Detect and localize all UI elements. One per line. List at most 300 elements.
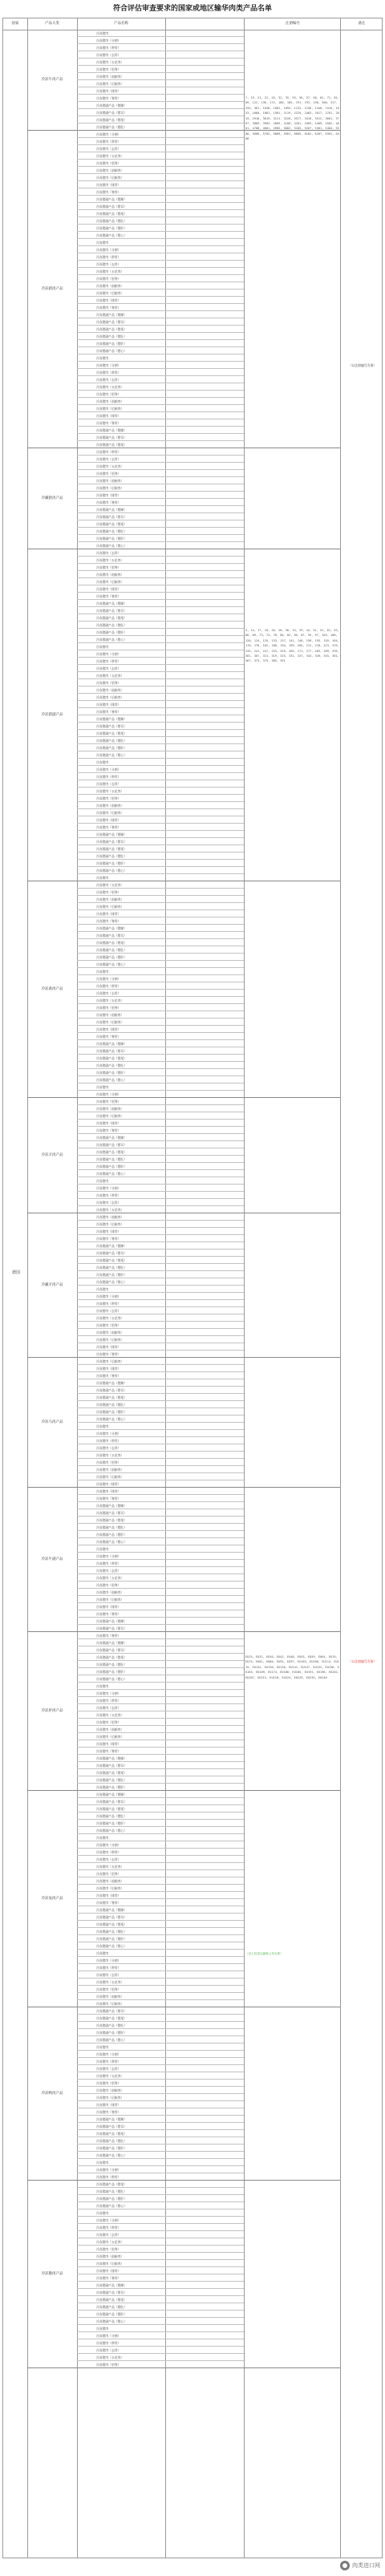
- table-row: [77, 1055, 244, 1062]
- table-row: [77, 679, 244, 687]
- table-row: [77, 1437, 244, 1444]
- product-name-cell: 冷冻猪肉（带骨）: [96, 140, 121, 144]
- product-name-cell: 冷冻猪肉（里脊）: [96, 681, 121, 685]
- table-row: [77, 253, 244, 261]
- table-row: [77, 1112, 244, 1120]
- table-row: [77, 780, 244, 788]
- table-row: [77, 1177, 244, 1185]
- table-row: [77, 261, 244, 268]
- table-row: [77, 946, 244, 954]
- table-row: [77, 1488, 244, 1495]
- product-name-cell: 冷冻猪副产品（猪尾）: [96, 2182, 127, 2186]
- table-row: [77, 845, 244, 853]
- product-name-cell: 冷冻猪肉（带骨）: [96, 659, 121, 663]
- product-name-cell: 冷冻猪副产品（猪肝）: [96, 226, 127, 230]
- product-name-cell: 冷冻猪肉（五花肉）: [96, 998, 124, 1002]
- table-row: [77, 412, 244, 419]
- table-row: [77, 297, 244, 304]
- product-name-cell: 冷冻猪肉（里脊）: [96, 2363, 121, 2367]
- product-name-cell: 冷冻猪肉（后腿肉）: [96, 486, 124, 490]
- table-row: [77, 326, 244, 333]
- product-name-cell: 冷冻猪副产品（猪肝）: [96, 1273, 127, 1277]
- table-row: [77, 571, 244, 578]
- table-row: [77, 737, 244, 744]
- product-name-cell: 冷冻猪肉（分割）: [96, 1554, 121, 1558]
- product-name-cell: 冷冻猪肉（里脊）: [96, 472, 121, 476]
- category-label: 冷冻猪副产品: [41, 713, 63, 717]
- product-name-cell: 冷冻猪副产品（猪肚）: [96, 529, 127, 533]
- product-name-cell: 冷冻猪肉（排骨）: [96, 703, 121, 707]
- category-label: 冷冻驴肉产品: [41, 1709, 63, 1713]
- category-label: 冷冻马肉产品: [41, 1420, 63, 1424]
- product-name-cell: 冷冻猪副产品（猪耳）: [96, 1388, 127, 1392]
- product-name-cell: 冷冻猪副产品（猪肚）: [96, 1814, 127, 1818]
- product-name-cell: 冷冻猪副产品（猪肚）: [96, 219, 127, 223]
- table-row: [77, 1026, 244, 1033]
- product-name-cell: 冷冻猪副产品（猪尾）: [96, 2298, 127, 2302]
- table-row: [77, 73, 244, 80]
- product-name-cell: 冷冻猪肉（后腿肉）: [96, 580, 124, 584]
- table-row: [77, 1199, 244, 1206]
- table-row: [77, 1567, 244, 1574]
- table-row: [77, 1805, 244, 1813]
- table-row: [77, 2007, 244, 2015]
- table-row: [77, 246, 244, 253]
- table-row: [77, 2339, 244, 2347]
- table-row: [77, 1986, 244, 1993]
- table-row: [77, 2311, 244, 2318]
- product-name-cell: 冷冻猪副产品（猪蹄）: [96, 1792, 127, 1796]
- table-row: [77, 376, 244, 383]
- product-name-cell: 冷冻猪肉（后腿肉）: [96, 1222, 124, 1226]
- table-row: [77, 1964, 244, 1971]
- table-row: [77, 1105, 244, 1112]
- table-row: [77, 1769, 244, 1776]
- product-name-cell: 冷冻猪肉（去骨）: [96, 378, 121, 382]
- table-row: [77, 968, 244, 975]
- product-name-cell: 冷冻猪肉: [96, 2161, 109, 2165]
- product-name-cell: 冷冻猪副产品（猪蹄）: [96, 832, 127, 836]
- product-name-cell: 冷冻猪肉（里脊）: [96, 1720, 121, 1724]
- table-row: [77, 333, 244, 340]
- table-row: [77, 1870, 244, 1877]
- header-remark: 备注: [358, 22, 366, 26]
- table-row: [77, 1661, 244, 1668]
- product-name-cell: 冷冻猪肉（排骨）: [96, 493, 121, 497]
- product-name-cell: 冷冻猪肉（里脊）: [96, 2247, 121, 2251]
- table-row: [77, 1885, 244, 1892]
- table-row: [77, 1798, 244, 1805]
- table-row: [77, 2072, 244, 2080]
- product-name-cell: 冷冻猪副产品（猪耳）: [96, 1049, 127, 1053]
- table-row: [77, 1993, 244, 2000]
- table-row: [77, 1603, 244, 1610]
- table-row: [77, 369, 244, 376]
- table-row: [77, 167, 244, 174]
- product-name-cell: 冷冻猪肉（五花肉）: [96, 385, 124, 389]
- product-name-cell: 冷冻猪肉（排骨）: [96, 1605, 121, 1609]
- product-name-cell: 冷冻猪肉（里脊）: [96, 1872, 121, 1876]
- table-row: [77, 1293, 244, 1300]
- table-row: [77, 1423, 244, 1430]
- product-name-cell: 冷冻猪副产品（猪肚）: [96, 2305, 127, 2309]
- product-name-cell: 冷冻猪副产品（猪肚）: [96, 1778, 127, 1782]
- table-row: [77, 354, 244, 362]
- product-name-cell: 冷冻猪副产品（猪耳）: [96, 435, 127, 439]
- product-name-cell: 冷冻猪肉（后腿肉）: [96, 2262, 124, 2266]
- table-row: [77, 1553, 244, 1560]
- product-name-cell: 冷冻猪肉（里脊）: [96, 565, 121, 569]
- watermark-text: 肉类进口网: [352, 2562, 380, 2569]
- product-name-cell: 冷冻猪副产品（猪耳）: [96, 1143, 127, 1147]
- product-name-cell: 冷冻猪副产品（猪肝）: [96, 955, 127, 959]
- table-row: [77, 1834, 244, 1841]
- table-row: [77, 853, 244, 860]
- product-name-cell: 冷冻猪肉（脊骨）: [96, 919, 121, 923]
- category-label: 冷冻羊肉产品: [41, 1153, 63, 1157]
- table-row: [77, 419, 244, 427]
- table-row: [77, 506, 244, 513]
- table-row: [77, 2195, 244, 2202]
- table-row: [77, 1011, 244, 1019]
- product-name-cell: 冷冻猪肉（后腿肉）: [96, 905, 124, 909]
- product-name-cell: 冷冻猪肉（五花肉）: [96, 1576, 124, 1580]
- table-row: [77, 1408, 244, 1416]
- table-row: [77, 1401, 244, 1408]
- product-name-cell: 冷冻猪肉（带骨）: [96, 2341, 121, 2345]
- table-row: [77, 2267, 244, 2274]
- table-row: [77, 196, 244, 203]
- table-row: [77, 593, 244, 600]
- table-row: [77, 1690, 244, 1697]
- table-row: [77, 2116, 244, 2123]
- table-row: [77, 1942, 244, 1950]
- product-name-cell: 冷冻猪肉（前腿肉）: [96, 897, 124, 901]
- section-divider: [27, 2367, 340, 2368]
- product-name-cell: 冷冻猪肉（去骨）: [96, 457, 121, 461]
- header-category: 产品大类: [45, 22, 59, 26]
- table-row: [77, 1300, 244, 1307]
- table-row: [77, 1827, 244, 1834]
- table-row: [77, 2036, 244, 2043]
- table-row: [77, 1444, 244, 1452]
- product-name-cell: 冷冻猪肉（分割）: [96, 1294, 121, 1298]
- product-name-cell: 冷冻猪副产品（猪尾）: [96, 2016, 127, 2020]
- product-name-cell: 冷冻猪副产品（猪耳）: [96, 1626, 127, 1630]
- product-name-cell: 冷冻猪副产品（猪尾）: [96, 1395, 127, 1399]
- table-row: [77, 1452, 244, 1459]
- table-row: [77, 1083, 244, 1091]
- product-name-cell: 冷冻猪肉（分割）: [96, 132, 121, 136]
- table-row: [77, 1242, 244, 1250]
- product-name-cell: 冷冻猪肉（前腿肉）: [96, 284, 124, 288]
- table-row: [77, 1170, 244, 1177]
- product-name-cell: 冷冻猪肉（里脊）: [96, 277, 121, 281]
- table-row: [77, 600, 244, 607]
- table-row: [77, 2058, 244, 2065]
- product-name-cell: 冷冻猪肉（前腿肉）: [96, 2088, 124, 2092]
- table-row: [77, 838, 244, 845]
- product-name-cell: 冷冻猪副产品（猪心）: [96, 2319, 127, 2323]
- product-name-cell: 冷冻猪副产品（猪耳）: [96, 2290, 127, 2295]
- table-row: [77, 225, 244, 232]
- table-row: [77, 997, 244, 1004]
- product-name-cell: 冷冻猪副产品（猪肚）: [96, 2189, 127, 2193]
- table-row: [77, 528, 244, 535]
- table-row: [77, 2325, 244, 2332]
- product-name-cell: 冷冻猪肉（里脊）: [96, 890, 121, 894]
- product-name-cell: 冷冻猪副产品（猪心）: [96, 2038, 127, 2042]
- table-row: [77, 903, 244, 910]
- product-name-cell: 冷冻猪肉（前腿肉）: [96, 479, 124, 483]
- product-name-cell: 冷冻猪肉（五花肉）: [96, 60, 124, 64]
- table-row: [77, 95, 244, 102]
- table-row: [77, 1307, 244, 1314]
- table-row: [77, 66, 244, 73]
- table-row: [77, 1127, 244, 1134]
- product-name-cell: 冷冻猪肉（去骨）: [96, 2233, 121, 2237]
- page-title: 符合评估审查要求的国家或地区输华肉类产品名单: [112, 5, 272, 13]
- table-row: [77, 723, 244, 730]
- product-name-cell: 冷冻猪肉（排骨）: [96, 2269, 121, 2273]
- category-label: 冷冻牛肉产品: [41, 78, 63, 82]
- product-name-cell: 冷冻猪肉（排骨）: [96, 587, 121, 591]
- table-row: [77, 391, 244, 398]
- product-name-cell: 冷冻猪肉（里脊）: [96, 1100, 121, 1104]
- table-row: [77, 1813, 244, 1820]
- table-row: [77, 1791, 244, 1798]
- category-label: 冷冻猪肉产品: [41, 287, 63, 291]
- category-label: 冷冻鸭肉产品: [41, 2092, 63, 2096]
- table-row: [77, 672, 244, 679]
- table-row: [77, 2108, 244, 2116]
- table-row: [77, 1387, 244, 1394]
- product-name-cell: 冷冻猪肉（脊骨）: [96, 1352, 121, 1356]
- table-row: [77, 2303, 244, 2311]
- table-row: [77, 795, 244, 802]
- table-row: [77, 362, 244, 369]
- product-name-cell: 冷冻猪副产品（猪耳）: [96, 1511, 127, 1515]
- product-name-cell: 冷冻猪肉（前腿肉）: [96, 2254, 124, 2258]
- table-row: [77, 2022, 244, 2029]
- product-name-cell: 冷冻猪肉: [96, 1085, 109, 1089]
- table-row: [77, 470, 244, 477]
- table-row: [77, 975, 244, 982]
- table-row: [77, 1343, 244, 1351]
- product-name-cell: 冷冻猪肉（去骨）: [96, 666, 121, 670]
- table-row: [77, 1675, 244, 1683]
- product-name-cell: 冷冻猪副产品（猪蹄）: [96, 1908, 127, 1912]
- table-row: [77, 1069, 244, 1076]
- table-row: [77, 607, 244, 614]
- product-name-cell: 冷冻猪副产品（猪尾）: [96, 847, 127, 851]
- table-row: [77, 802, 244, 809]
- product-name-cell: 冷冻猪肉（排骨）: [96, 1121, 121, 1125]
- product-name-cell: 冷冻猪副产品（猪心）: [96, 1078, 127, 1082]
- product-name-cell: 冷冻猪肉（分割）: [96, 38, 121, 43]
- table-row: [77, 2354, 244, 2361]
- country-label: 德国: [11, 1270, 20, 1275]
- product-name-cell: 冷冻猪肉（排骨）: [96, 1027, 121, 1031]
- table-row: [77, 282, 244, 290]
- product-name-cell: 冷冻猪副产品（猪耳）: [96, 1764, 127, 1768]
- table-row: [77, 1264, 244, 1271]
- table-row: [77, 2253, 244, 2260]
- table-row: [77, 1950, 244, 1957]
- table-row: [77, 59, 244, 66]
- product-name-cell: 冷冻猪副产品（猪尾）: [96, 616, 127, 620]
- product-name-cell: 冷冻猪肉（脊骨）: [96, 710, 121, 714]
- table-row: [77, 1748, 244, 1755]
- table-row: [77, 1257, 244, 1264]
- table-row: [77, 1914, 244, 1921]
- table-row: [77, 217, 244, 225]
- table-row: [77, 1538, 244, 1545]
- product-name-cell: 冷冻猪肉（带骨）: [96, 1850, 121, 1854]
- product-name-cell: 冷冻猪肉: [96, 760, 109, 764]
- table-row: [77, 1372, 244, 1379]
- product-name-cell: 冷冻猪肉（后腿肉）: [96, 1359, 124, 1363]
- table-row: [77, 1047, 244, 1055]
- table-row: [77, 910, 244, 917]
- table-row: [77, 1632, 244, 1639]
- product-name-cell: 冷冻猪肉（五花肉）: [96, 154, 124, 158]
- table-row: [77, 2130, 244, 2137]
- product-name-cell: 冷冻猪肉（排骨）: [96, 912, 121, 916]
- table-row: [77, 831, 244, 838]
- table-row: [77, 2152, 244, 2159]
- product-name-cell: 冷冻猪肉（后腿肉）: [96, 695, 124, 699]
- product-name-cell: 冷冻猪肉: [96, 356, 109, 360]
- table-row: [77, 1459, 244, 1466]
- product-name-cell: 冷冻猪肉（前腿肉）: [96, 75, 124, 79]
- product-name-cell: 冷冻猪副产品（猪肝）: [96, 1670, 127, 1674]
- product-name-cell: 冷冻猪肉（带骨）: [96, 46, 121, 50]
- table-row: [77, 1163, 244, 1170]
- table-row: [77, 2217, 244, 2224]
- product-name-cell: 冷冻猪肉（脊骨）: [96, 1035, 121, 1039]
- table-row: [77, 1394, 244, 1401]
- product-name-cell: 冷冻猪肉（五花肉）: [96, 789, 124, 793]
- product-name-cell: 冷冻猪肉（五花肉）: [96, 1980, 124, 1984]
- table-row: [77, 578, 244, 585]
- table-row: [77, 1040, 244, 1047]
- product-name-cell: 冷冻猪副产品（猪耳）: [96, 2009, 127, 2013]
- table-row: [77, 1582, 244, 1589]
- product-name-cell: 冷冻猪副产品（猪尾）: [96, 1922, 127, 1926]
- table-header: [3, 18, 382, 30]
- category-label: 冷藏猪肉产品: [41, 496, 63, 500]
- table-row: [77, 585, 244, 593]
- table-row: [77, 102, 244, 109]
- table-row: [77, 2181, 244, 2188]
- table-row: [77, 1033, 244, 1040]
- product-name-cell: 冷冻猪肉（带骨）: [96, 2060, 121, 2064]
- product-name-cell: 冷冻猪副产品（猪心）: [96, 1172, 127, 1176]
- product-name-cell: 冷冻猪副产品（猪耳）: [96, 515, 127, 519]
- table-row: [77, 477, 244, 484]
- product-name-cell: 冷冻猪副产品（猪肚）: [96, 948, 127, 952]
- table-row: [77, 1979, 244, 1986]
- table-row: [77, 492, 244, 499]
- product-name-cell: 冷冻猪肉: [96, 1951, 109, 1955]
- product-name-cell: 冷冻猪肉（前腿肉）: [96, 573, 124, 577]
- table-row: [77, 44, 244, 51]
- table-row: [77, 1213, 244, 1221]
- product-name-cell: 冷冻猪肉（分割）: [96, 1092, 121, 1096]
- table-row: [77, 116, 244, 124]
- table-row: [77, 1618, 244, 1625]
- remark-note: （以注册编号为准）: [348, 1659, 377, 1663]
- product-name-cell: 冷冻猪肉（前腿肉）: [96, 688, 124, 692]
- table-row: [77, 1148, 244, 1156]
- product-name-cell: 冷冻猪副产品（猪肚）: [96, 1063, 127, 1067]
- table-row: [77, 1849, 244, 1856]
- product-name-cell: 冷冻猪肉（去骨）: [96, 782, 121, 786]
- product-name-cell: 冷冻猪副产品（猪心）: [96, 869, 127, 873]
- table-row: [77, 2015, 244, 2022]
- product-name-cell: 冷冻猪肉（脊骨）: [96, 1749, 121, 1753]
- product-name-cell: 冷冻猪肉（去骨）: [96, 147, 121, 151]
- product-name-cell: 冷冻猪副产品（猪耳）: [96, 1915, 127, 1919]
- product-name-cell: 冷冻猪肉（后腿肉）: [96, 2002, 124, 2006]
- product-name-cell: 冷冻猪副产品（猪肝）: [96, 1533, 127, 1537]
- product-name-cell: 冷冻猪副产品（猪尾）: [96, 731, 127, 735]
- table-row: [77, 1221, 244, 1228]
- product-name-cell: 冷冻猪肉（去骨）: [96, 1569, 121, 1573]
- table-row: [77, 1683, 244, 1690]
- table-row: [77, 1545, 244, 1553]
- table-row: [77, 1271, 244, 1278]
- product-name-cell: 冷冻猪肉（去骨）: [96, 2067, 121, 2071]
- product-name-cell: 冷冻猪肉（五花肉）: [96, 674, 124, 678]
- product-name-cell: 冷冻猪肉（里脊）: [96, 796, 121, 800]
- table-row: [77, 2123, 244, 2130]
- table-row: [77, 87, 244, 95]
- table-row: [77, 2260, 244, 2267]
- table-row: [77, 1495, 244, 1502]
- product-name-cell: 冷冻猪肉（后腿肉）: [96, 82, 124, 86]
- table-row: [77, 867, 244, 874]
- product-name-cell: 冷冻猪肉（脊骨）: [96, 1901, 121, 1905]
- product-name-cell: 冷冻猪副产品（猪肝）: [96, 861, 127, 865]
- product-name-cell: 冷冻猪副产品（猪肚）: [96, 334, 127, 338]
- table-row: [77, 809, 244, 816]
- table-row: [77, 2202, 244, 2209]
- product-name-cell: 冷冻猪副产品（猪蹄）: [96, 428, 127, 432]
- table-row: [77, 1329, 244, 1336]
- table-row: [77, 1228, 244, 1235]
- product-name-cell: 冷冻猪肉（五花肉）: [96, 558, 124, 562]
- table-row: [77, 2282, 244, 2289]
- product-name-cell: 冷冻猪副产品（猪肚）: [96, 854, 127, 858]
- table-row: [77, 2166, 244, 2173]
- product-name-cell: 冷冻猪肉（带骨）: [96, 1439, 121, 1443]
- table-row: [77, 1899, 244, 1906]
- product-name-cell: 冷冻猪肉（脊骨）: [96, 1374, 121, 1378]
- product-name-cell: 冷冻猪肉（五花肉）: [96, 883, 124, 887]
- product-name-cell: 冷冻猪副产品（猪尾）: [96, 1807, 127, 1811]
- product-name-cell: 冷冻猪肉（五花肉）: [96, 1865, 124, 1869]
- category-label: 冷藏羊肉产品: [41, 1283, 63, 1287]
- table-row: [77, 665, 244, 672]
- product-name-cell: 冷冻猪副产品（猪肝）: [96, 630, 127, 634]
- product-name-cell: 冷冻猪副产品（猪耳）: [96, 609, 127, 613]
- table-row: [77, 1740, 244, 1748]
- table-row: [77, 1286, 244, 1293]
- table-row: [77, 1076, 244, 1083]
- table-row: [77, 427, 244, 434]
